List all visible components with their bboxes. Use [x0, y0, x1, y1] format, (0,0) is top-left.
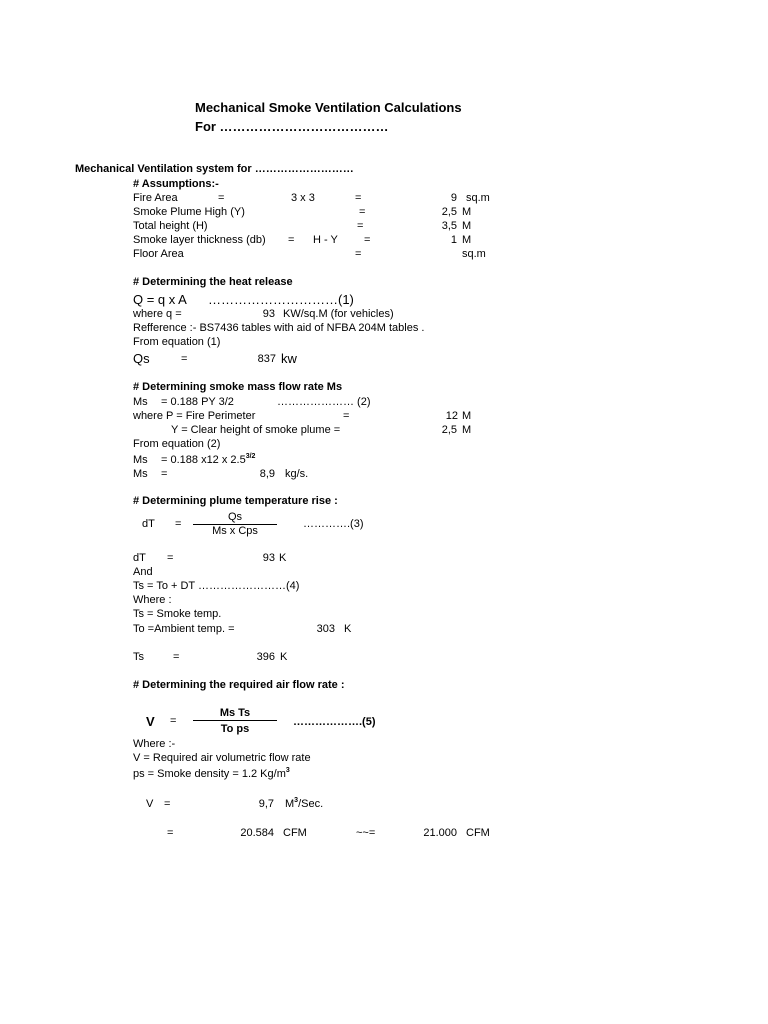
layer-thickness-unit: M	[462, 234, 472, 246]
total-height-eq: =	[357, 220, 364, 232]
where-q-value: 93	[262, 308, 275, 320]
air-flow-heading: # Determining the required air flow rate :	[133, 679, 345, 691]
plume-high-eq: =	[359, 206, 366, 218]
ps-definition: ps = Smoke density = 1.2 $Kg/m^3$	[133, 767, 290, 780]
qs-value: 837	[257, 353, 276, 365]
v-result-value: 9,7	[258, 798, 274, 810]
system-heading: Mechanical Ventilation system for ………………………	[75, 163, 354, 175]
dt-result-eq: =	[167, 552, 174, 564]
plume-temp-heading: # Determining plume temperature rise :	[133, 495, 338, 507]
from-equation-2: From equation (2)	[133, 438, 221, 450]
layer-thickness-value: 1	[450, 234, 457, 246]
dt-result-label: dT	[133, 552, 146, 564]
v-numerator: Ms Ts	[219, 707, 251, 719]
v-result-unit: $M^3$/Sec.	[285, 797, 324, 810]
v-denominator: To ps	[220, 723, 250, 735]
and-text: And	[133, 566, 153, 578]
ms-formula-rhs: = 0.188 PY 3/2	[161, 396, 234, 408]
cfm-unit: CFM	[283, 827, 307, 839]
mass-flow-heading: # Determining smoke mass flow rate Ms	[133, 381, 343, 393]
v-result-eq: =	[164, 798, 171, 810]
layer-thickness-label: Smoke layer thickness (db)	[133, 234, 266, 246]
ts-value: 396	[256, 651, 275, 663]
fire-area-unit: sq.m	[466, 192, 490, 204]
dt-result-value: 93	[262, 552, 275, 564]
v-formula-ref: ……………….(5)	[293, 716, 376, 728]
fire-area-eq2: =	[355, 192, 362, 204]
cfm-value: 20.584	[240, 827, 274, 839]
dt-label: dT	[142, 518, 155, 530]
where-y-unit: M	[462, 424, 472, 436]
approx-sign: ~~=	[356, 827, 376, 839]
ms-calc-rhs: = 0.188 x12 x $2.5^{3/2}$	[161, 453, 256, 466]
cfm-rounded-unit: CFM	[466, 827, 490, 839]
floor-area-eq: =	[355, 248, 362, 260]
where-p-value: 12	[445, 410, 458, 422]
ms-result-unit: kg/s.	[285, 468, 309, 480]
fire-area-eq: =	[218, 192, 225, 204]
total-height-label: Total height (H)	[133, 220, 208, 232]
v-result-label: V	[146, 798, 154, 810]
ms-result-eq: =	[161, 468, 168, 480]
layer-thickness-eq2: =	[364, 234, 371, 246]
v-definition: V = Required air volumetric flow rate	[133, 752, 311, 764]
layer-thickness-eq: =	[288, 234, 295, 246]
where-q-label: where q =	[133, 308, 182, 320]
cfm-eq: =	[167, 827, 174, 839]
ms-result-lhs: Ms	[133, 468, 148, 480]
ms-result-value: 8,9	[259, 468, 275, 480]
ts-definition: Ts = Smoke temp.	[133, 608, 222, 620]
fire-area-expr: 3 x 3	[291, 192, 315, 204]
total-height-value: 3,5	[441, 220, 457, 232]
ts-label: Ts	[133, 651, 144, 663]
fire-area-label: Fire Area	[133, 192, 178, 204]
plume-high-value: 2,5	[441, 206, 457, 218]
ps-exponent: 3	[285, 767, 290, 774]
ms-formula-ref: ………………… (2)	[277, 396, 371, 408]
v-eq: =	[170, 715, 177, 727]
ts-eq: =	[173, 651, 180, 663]
from-equation-1: From equation (1)	[133, 336, 221, 348]
dt-denominator: Ms x Cps	[212, 525, 258, 537]
v-label: V	[146, 714, 155, 729]
page-subtitle: For …………………………………	[195, 119, 389, 134]
dt-eq: =	[175, 518, 182, 530]
where-y-value: 2,5	[441, 424, 457, 436]
where-p: where P = Fire Perimeter	[133, 410, 256, 422]
v-fraction-bar	[193, 720, 277, 721]
qs-label: Qs	[133, 351, 150, 366]
heat-release-heading: # Determining the heat release	[133, 276, 293, 288]
plume-high-unit: M	[462, 206, 472, 218]
page-title: Mechanical Smoke Ventilation Calculations	[195, 100, 462, 115]
where-y: Y = Clear height of smoke plume =	[171, 424, 341, 436]
to-value: 303	[316, 623, 335, 635]
plume-high-label: Smoke Plume High (Y)	[133, 206, 245, 218]
where-p-unit: M	[462, 410, 472, 422]
floor-area-unit: sq.m	[462, 248, 486, 260]
fire-area-value: 9	[450, 192, 457, 204]
assumptions-heading: # Assumptions:-	[133, 178, 219, 190]
dt-numerator: Qs	[227, 511, 243, 523]
to-unit: K	[344, 623, 352, 635]
layer-thickness-expr: H - Y	[313, 234, 338, 246]
ms-formula-lhs: Ms	[133, 396, 148, 408]
total-height-unit: M	[462, 220, 472, 232]
ts-formula: Ts = To + DT ……………………(4)	[133, 580, 300, 592]
dt-result-unit: K	[279, 552, 287, 564]
ts-unit: K	[280, 651, 288, 663]
where-q-unit: KW/sq.M (for vehicles)	[283, 308, 394, 320]
ms-calc-exponent: 3/2	[245, 453, 256, 460]
to-definition: To =Ambient temp. =	[133, 623, 235, 635]
qs-unit: kw	[281, 351, 297, 366]
where-text: Where :	[133, 594, 172, 606]
where-p-eq: =	[343, 410, 350, 422]
qs-eq: =	[181, 353, 188, 365]
dt-formula-ref: ………….(3)	[303, 518, 364, 530]
reference-text: Refference :- BS7436 tables with aid of NFBA 204M tables .	[133, 322, 425, 334]
heat-release-formula-ref: …………………………(1)	[208, 292, 354, 307]
ms-calc-lhs: Ms	[133, 454, 148, 466]
floor-area-label: Floor Area	[133, 248, 184, 260]
cfm-rounded-value: 21.000	[423, 827, 457, 839]
heat-release-formula: Q = q x A	[133, 292, 187, 307]
where-text-2: Where :-	[133, 738, 176, 750]
